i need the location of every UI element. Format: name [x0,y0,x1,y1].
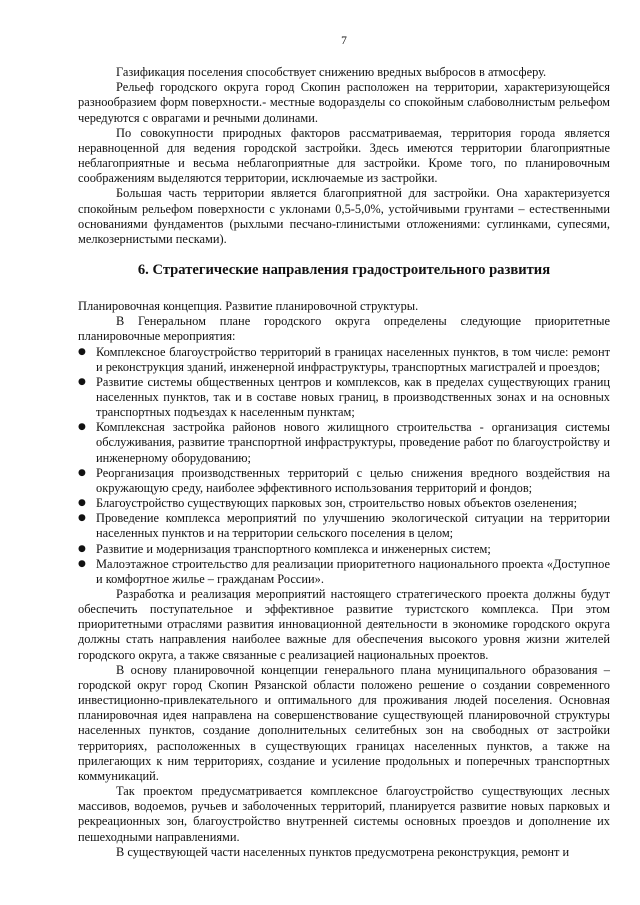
list-item [78,557,610,587]
list-item [78,511,610,541]
bullet-icon: ● [78,376,86,387]
intro-paragraph: В Генеральном плане городского округа определены следующие приоритетные планировочные мероприятия: [78,314,610,344]
list-item-text: Реорганизация производственных территорий с целью снижения вредного воздействия на окружающую среду, наиболее эффективного использования территорий и фондов; [96,465,610,495]
concept-line: Планировочная концепция. Развитие планировочной структуры. [78,299,419,314]
list-item-text: Комплексное благоустройство территорий в границах населенных пунктов, в том числе: ремонт и реконструкция зданий, инженерной инфраструктуры, транспортных магистралей и проездов; [96,344,610,374]
paragraph-relief: Рельеф городского округа город Скопин расположен на территории, характеризующейся разнообразием форм поверхности.- местные водоразделы со спокойным слабоволнистым рельефом чередуются с оврагами и речными долинами. [78,80,610,125]
bullet-icon: ● [78,513,86,524]
paragraph-strategic-project: Разработка и реализация мероприятий настоящего стратегического проекта должны будут обеспечить поступательное и эффективное развитие туристского комплекса. При этом приоритетными отраслями развития инновационной деятельности в экономике городского округа должны стать направления наиболее важные для обеспечения высокого уровня жизни жителей городского округа, а также связанные с реализацией национальных проектов. [78,587,610,662]
list-item-text: Развитие и модернизация транспортного комплекса и инженерных систем; [96,541,491,556]
page-number: 7 [341,35,347,47]
list-item [78,345,610,375]
bullet-icon: ● [78,558,86,569]
bullet-icon: ● [78,467,86,478]
list-item-text: Благоустройство существующих парковых зон, строительство новых объектов озеленения; [96,496,578,511]
bullet-icon: ● [78,543,86,554]
list-item [78,466,610,496]
list-item-text: Проведение комплекса мероприятий по улучшению экологической ситуации на территории населенных пунктов и на территории сельского поселения в целом; [96,511,610,541]
paragraph-planning-concept: В основу планировочной концепции генерального плана муниципального образования – городской округ город Скопин Рязанской области положено решение о создании современного инвестиционно-привлекательного и оптимального для проживания людей поселения. Основная планировочная идея направлена на совершенствование существующей планировочной структуры населенных пунктов, создание дополнительных селитебных зон на свободных от застройки территориях, расположенных в существующих границах населенных пунктов, а также на прилегающих к ним территориях, создание и усиление продольных и поперечных транспортных коммуникаций. [78,662,610,783]
priority-measures-list [78,345,610,588]
paragraph-favorable-territory: Большая часть территории является благоприятной для застройки. Она характеризуется спокойным рельефом поверхности с уклонами 0,5-5,0%, устойчивыми грунтами – естественными основаниями фундаментов (рыхлыми песчано-глинистыми отложениями: суглинками, супесями, мелкозернистыми песками). [78,186,610,246]
bullet-icon: ● [78,498,86,509]
list-item [78,542,610,557]
bullet-icon: ● [78,422,86,433]
list-item-text: Развитие системы общественных центров и комплексов, как в пределах существующих границ населенных пунктов, так и в составе новых границ, в производственных зонах и на основных транспортных подъездах к населенным пунктам; [96,374,610,420]
section-heading: 6. Стратегические направления градостроительного развития [137,262,551,279]
document-page [78,34,610,860]
bullet-icon: ● [78,346,86,357]
list-item [78,496,610,511]
list-item-text: Комплексная застройка районов нового жилищного строительства - организация системы обслуживания, развитие транспортной инфраструктуры, проведение работ по благоустройству и инженерному оборудованию; [96,420,610,465]
list-item [78,375,610,420]
paragraph-existing-part: В существующей части населенных пунктов предусмотрена реконструкция, ремонт и [116,844,570,859]
paragraph-gasification: Газификация поселения способствует снижению вредных выбросов в атмосферу. [116,65,547,80]
list-item [78,420,610,465]
paragraph-natural-factors: По совокупности природных факторов рассматриваемая, территория города является неравноценной для ведения городской застройки. Здесь имеются территории благоприятные неблагоприятные и весьма неблагоприятные для застройки. Кроме того, по планировочным соображениям выделяются территории, исключаемые из застройки. [78,125,610,186]
list-item-text: Малоэтажное строительство для реализации приоритетного национального проекта «Доступное и комфортное жилье – гражданам России». [96,556,610,586]
paragraph-improvement: Так проектом предусматривается комплексное благоустройство существующих лесных массивов, водоемов, ручьев и заболоченных территорий, планируется развитие новых парковых и рекреационных зон, благоустройство внутренней системы основных проездов и дополнение их пешеходными направлениями. [78,784,610,844]
